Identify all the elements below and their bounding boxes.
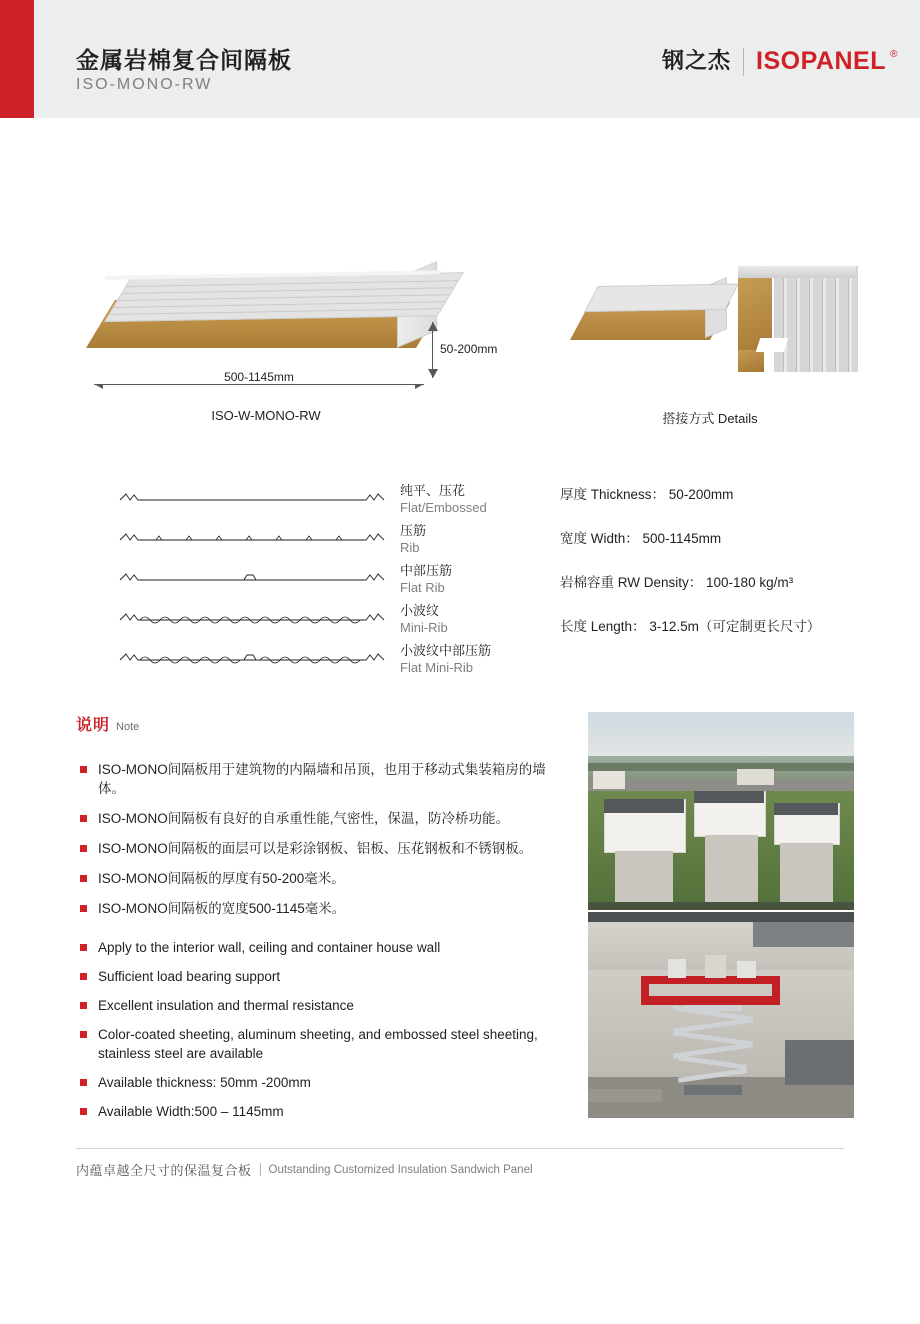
profile-label-zh: 中部压筋	[400, 563, 453, 578]
note-heading-zh: 说明	[76, 717, 111, 734]
spec-value: 50-200mm	[668, 487, 734, 502]
left-figure-caption: ISO-W-MONO-RW	[211, 408, 321, 423]
note-heading	[76, 712, 139, 735]
lap-joint-notch	[756, 338, 789, 352]
width-dimension-label: 500-1145mm	[94, 370, 424, 384]
profile-label-zh: 压筋	[400, 523, 427, 538]
spec-label: 岩棉容重 RW Density：	[560, 575, 703, 590]
header-accent-bar	[0, 0, 34, 118]
detail-panel-top-face	[584, 284, 739, 312]
profile-drawing-flat-mini-rib	[116, 646, 388, 672]
profile-row	[86, 482, 506, 522]
lap-core-lower	[738, 350, 764, 372]
product-code: ISO-MONO-RW	[76, 76, 213, 93]
profile-label-en: Rib	[400, 540, 420, 555]
surface-profile-list	[86, 482, 506, 682]
list-item: Apply to the interior wall, ceiling and container house wall	[76, 938, 566, 957]
profile-row	[86, 602, 506, 642]
profile-label-en: Flat Mini-Rib	[400, 660, 473, 675]
profile-drawing-rib	[116, 526, 388, 552]
note-heading-en: Note	[116, 721, 140, 733]
thickness-dimension-line	[424, 322, 504, 378]
profile-label-zh: 纯平、压花	[400, 483, 466, 498]
photo-interior-installation	[588, 912, 854, 1118]
brand-divider	[743, 48, 744, 76]
footer-divider	[76, 1148, 844, 1149]
spec-thickness	[560, 486, 890, 504]
lap-joint-detail-illustration	[560, 252, 860, 372]
profile-drawing-flat	[116, 486, 388, 512]
spec-value: 3-12.5m（可定制更长尺寸）	[649, 619, 821, 634]
profile-drawing-mini-rib	[116, 606, 388, 632]
lap-top-edge	[738, 266, 856, 278]
thickness-dimension-label: 50-200mm	[440, 342, 498, 356]
note-list-en	[76, 938, 566, 1131]
profile-label	[400, 522, 426, 556]
panel-top-face	[104, 272, 464, 322]
profile-label	[400, 562, 452, 596]
profile-label-en: Flat/Embossed	[400, 500, 487, 515]
product-title-zh: 金属岩棉复合间隔板	[76, 47, 292, 73]
list-item: Sufficient load bearing support	[76, 967, 566, 986]
footer-divider-small	[260, 1163, 261, 1176]
spec-density	[560, 574, 890, 592]
profile-row	[86, 522, 506, 562]
profile-label-zh: 小波纹中部压筋	[400, 643, 492, 658]
spec-width	[560, 530, 890, 548]
profile-drawing-flat-rib	[116, 566, 388, 592]
profile-row	[86, 642, 506, 682]
spec-value: 100-180 kg/m³	[706, 575, 794, 590]
list-item: Available Width:500 – 1145mm	[76, 1102, 566, 1121]
list-item: ISO-MONO间隔板的面层可以是彩涂钢板、铝板、压花钢板和不锈钢板。	[76, 839, 566, 858]
profile-label	[400, 482, 487, 516]
brand-name-en	[756, 47, 898, 75]
spec-label: 长度 Length：	[560, 619, 646, 634]
list-item: Excellent insulation and thermal resistance	[76, 996, 566, 1015]
spec-label: 厚度 Thickness：	[560, 487, 666, 502]
footer-tagline-zh: 内蕴卓越全尺寸的保温复合板	[76, 1163, 252, 1178]
page-header	[0, 0, 920, 118]
specifications-list	[560, 486, 890, 662]
spec-label: 宽度 Width：	[560, 531, 639, 546]
list-item: Color-coated sheeting, aluminum sheeting, and embossed steel sheeting, stainless steel are available	[76, 1025, 566, 1063]
spec-length	[560, 618, 890, 636]
brand-logo	[662, 47, 898, 76]
panel-isometric-illustration	[86, 258, 446, 368]
note-list-zh	[76, 760, 566, 929]
list-item: ISO-MONO间隔板的厚度有50-200毫米。	[76, 869, 566, 888]
profile-label-zh: 小波纹	[400, 603, 440, 618]
right-figure-caption: 搭接方式 Details	[662, 411, 758, 426]
list-item: Available thickness: 50mm -200mm	[76, 1073, 566, 1092]
arrow-down-icon	[428, 369, 438, 378]
photo-housing-estate	[588, 712, 854, 910]
brand-name-zh: 钢之杰	[662, 48, 732, 73]
arrow-up-icon	[428, 322, 438, 331]
profile-label	[400, 602, 448, 636]
profile-label-en: Flat Rib	[400, 580, 445, 595]
registered-trademark-icon: ®	[890, 49, 898, 60]
footer-tagline-en: Outstanding Customized Insulation Sandwich Panel	[268, 1163, 533, 1176]
lap-joint-section	[738, 266, 856, 372]
brand-wordmark: ISOPANEL	[756, 47, 886, 75]
profile-label	[400, 642, 491, 676]
list-item: ISO-MONO间隔板用于建筑物的内隔墙和吊顶，也用于移动式集装箱房的墙体。	[76, 760, 566, 798]
profile-label-en: Mini-Rib	[400, 620, 448, 635]
list-item: ISO-MONO间隔板的宽度500-1145毫米。	[76, 899, 566, 918]
lap-metal-sheeting	[772, 266, 858, 372]
footer-tagline	[76, 1160, 533, 1179]
profile-row	[86, 562, 506, 602]
list-item: ISO-MONO间隔板有良好的自承重性能,气密性，保温，防冷桥功能。	[76, 809, 566, 828]
spec-value: 500-1145mm	[642, 531, 722, 546]
